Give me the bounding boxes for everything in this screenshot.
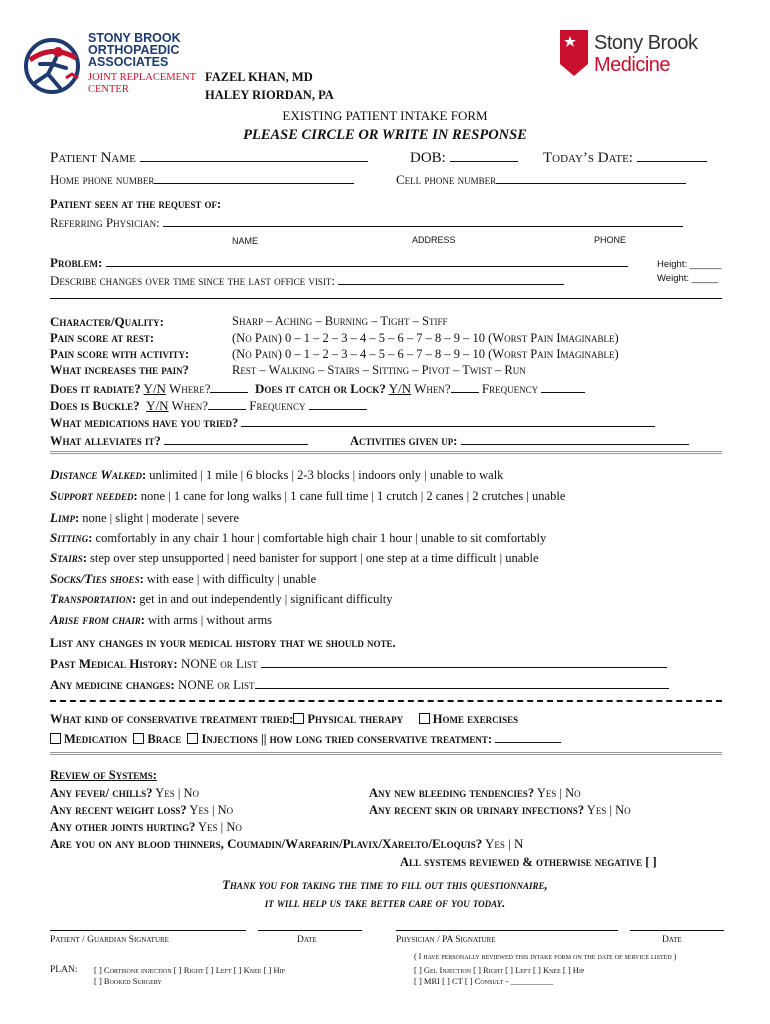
dob-field[interactable]	[450, 148, 518, 162]
function-options[interactable]: none | 1 cane for long walks | 1 cane full time | 1 crutch | 2 canes | 2 crutches | unable	[140, 489, 566, 503]
function-options[interactable]: with ease | with difficulty | unable	[146, 572, 317, 586]
ros-skin-row	[369, 803, 631, 818]
doctor-name: FAZEL KHAN, MD	[205, 70, 313, 84]
height-label: Height: ______	[657, 259, 722, 270]
referring-label: Referring Physician:	[50, 215, 160, 230]
pa-name: HALEY RIORDAN, PA	[205, 88, 334, 102]
ros-bleeding-row	[369, 786, 581, 801]
today-label: Today’s Date:	[543, 150, 633, 166]
function-options[interactable]: get in and out independently | significant difficulty	[139, 592, 393, 606]
increases-label: What increases the pain?	[50, 363, 189, 377]
function-row	[50, 612, 272, 628]
catch-frequency-label: Frequency	[481, 381, 539, 396]
function-colon: :	[88, 531, 96, 545]
medication-label: Medication	[64, 732, 128, 746]
injections-label: Injections	[201, 732, 258, 746]
function-row	[50, 488, 565, 504]
function-colon: :	[139, 572, 147, 586]
medication-checkbox[interactable]	[50, 733, 61, 744]
section-divider	[50, 450, 722, 454]
ros-thinners-options[interactable]: Yes | N	[484, 836, 524, 851]
sboa-logo	[22, 31, 197, 104]
increases-value[interactable]: Rest – Walking – Stairs – Sitting – Pivot – Twist – Run	[232, 363, 526, 377]
thanks-line-1: Thank you for taking the time to fill out this questionnaire,	[222, 878, 548, 892]
radiate-label: Does it radiate?	[50, 381, 141, 396]
function-options[interactable]: with arms | without arms	[148, 613, 273, 627]
function-label: Sitting	[50, 530, 89, 545]
home-exercises-checkbox[interactable]	[419, 713, 430, 724]
character-value[interactable]: Sharp – Aching – Burning – Tight – Stiff	[232, 314, 448, 328]
treatment-row-1	[50, 712, 518, 727]
buckle-when-label: When?	[171, 398, 209, 413]
past-history-row	[50, 656, 667, 672]
weight-label: Weight: _____	[657, 273, 719, 284]
history-changes-label: List any changes in your medical history that we should note.	[50, 636, 396, 650]
physician-signature-label: Physician / PA Signature	[396, 935, 496, 945]
ros-weight-label: Any recent weight loss?	[50, 803, 187, 817]
cell-phone-field[interactable]	[496, 172, 686, 184]
cell-phone-label: Cell phone number	[396, 172, 497, 187]
today-row	[543, 148, 707, 167]
function-colon: :	[133, 489, 141, 503]
runner-emblem-icon	[22, 34, 86, 100]
referring-name-sublabel: NAME	[232, 236, 259, 246]
radiate-row	[50, 381, 585, 397]
logo-line-5: CENTER	[88, 84, 129, 95]
function-row	[50, 550, 539, 566]
medicine-changes-row	[50, 677, 669, 693]
describe-row	[50, 273, 564, 289]
logo-line-1: STONY BROOK	[88, 31, 181, 45]
medicine-changes-field[interactable]	[255, 678, 669, 689]
patient-signature-field[interactable]	[50, 930, 246, 931]
patient-name-field[interactable]	[140, 148, 368, 162]
activities-label: Activities given up:	[350, 434, 458, 448]
buckle-frequency-label: Frequency	[249, 398, 306, 413]
catch-label: Does it catch or Lock?	[254, 381, 386, 396]
function-label: Socks/Ties shoes	[50, 571, 140, 586]
patient-date-label: Date	[297, 935, 317, 945]
logo-line-2: ORTHOPAEDIC	[88, 43, 180, 57]
describe-label: Describe changes over time since the last office visit:	[50, 273, 336, 288]
ros-fever-options[interactable]: Yes | No	[155, 786, 199, 800]
function-colon: :	[140, 613, 149, 627]
alleviates-row	[50, 434, 308, 449]
function-label: Limp	[50, 510, 75, 525]
patient-date-field[interactable]	[258, 930, 362, 931]
catch-when-label: When?	[414, 381, 451, 396]
radiate-where-field[interactable]	[210, 382, 248, 393]
ros-fever-label: Any fever/ chills?	[50, 786, 153, 800]
activity-label: Pain score with activity:	[50, 347, 190, 361]
referring-field[interactable]	[163, 215, 683, 227]
catch-when-field[interactable]	[451, 382, 479, 393]
form-instruction: PLEASE CIRCLE OR WRITE IN RESPONSE	[243, 127, 527, 143]
medicine-changes-value[interactable]: NONE or List	[177, 677, 255, 692]
injections-checkbox[interactable]	[187, 733, 198, 744]
function-label: Arise from chair	[50, 612, 141, 627]
problem-label: Problem:	[50, 255, 103, 270]
ros-fever-row	[50, 786, 199, 801]
ros-joints-options[interactable]: Yes | No	[198, 820, 242, 834]
ros-bleeding-options[interactable]: Yes | No	[536, 786, 581, 800]
history-dashed-line	[50, 700, 722, 702]
treatment-tried-label: What kind of conservative treatment tried:	[50, 712, 294, 726]
character-label: Character/Quality:	[50, 314, 164, 329]
past-history-field[interactable]	[261, 657, 667, 668]
alleviates-label: What alleviates it?	[50, 434, 161, 448]
rest-label: Pain score at rest:	[50, 331, 155, 345]
plan-line-3[interactable]: [ ] Gel Injection [ ] Right [ ] Left [ ] Knee [ ] Hip	[414, 965, 585, 975]
ros-joints-row	[50, 820, 242, 835]
thanks-line-2: it will help us take better care of you today.	[264, 896, 506, 910]
function-row	[50, 467, 503, 483]
describe-field[interactable]	[338, 273, 564, 285]
dob-label: DOB:	[410, 150, 446, 166]
physical-therapy-label: Physical therapy	[307, 712, 404, 726]
physician-date-field[interactable]	[630, 930, 724, 931]
buckle-row	[50, 398, 367, 414]
reviewed-note: ( I have personally reviewed this intake form on the date of service listed )	[414, 952, 677, 961]
past-history-value[interactable]: NONE or List	[180, 656, 258, 671]
function-options[interactable]: step over step unsupported | need banister for support | one step at a time difficult | unable	[90, 551, 539, 565]
plan-line-1[interactable]: [ ] Cortisone injection [ ] Right [ ] Left [ ] Knee [ ] Hip	[94, 965, 285, 975]
treatment-row-2	[50, 732, 561, 747]
function-colon: :	[142, 468, 150, 482]
physical-therapy-checkbox[interactable]	[293, 713, 304, 724]
seen-at-request-label: Patient seen at the request of:	[50, 197, 222, 211]
function-row	[50, 530, 546, 546]
activity-scale[interactable]: (No Pain) 0 – 1 – 2 – 3 – 4 – 5 – 6 – 7 – 8 – 9 – 10 (Worst Pain Imaginable)	[232, 347, 619, 361]
ros-skin-label: Any recent skin or urinary infections?	[369, 803, 585, 817]
problem-row	[50, 255, 628, 271]
function-colon: :	[82, 551, 91, 565]
ros-reviewed[interactable]: All systems reviewed & otherwise negative [ ]	[400, 855, 657, 869]
ros-title: Review of Systems:	[50, 768, 157, 782]
patient-name-label: Patient Name	[50, 150, 136, 166]
radiate-yn[interactable]: Y/N	[143, 381, 166, 396]
function-options[interactable]: comfortably in any chair 1 hour | comfortable high chair 1 hour | unable to sit comfortably	[95, 531, 547, 545]
ros-skin-options[interactable]: Yes | No	[586, 803, 631, 817]
function-label: Transportation	[50, 591, 132, 606]
ros-weight-row	[50, 803, 233, 818]
section-divider-2	[50, 751, 722, 755]
past-history-label: Past Medical History:	[50, 656, 178, 671]
ros-thinners-label: Are you on any blood thinners, Coumadin/Warfarin/Plavix/Xarelto/Eloquis?	[50, 836, 483, 851]
dob-row	[410, 148, 518, 167]
referring-address-sublabel: ADDRESS	[412, 235, 456, 245]
function-label: Distance Walked	[50, 467, 142, 482]
describe-extra-line[interactable]	[50, 298, 722, 299]
meds-field[interactable]	[241, 416, 655, 427]
plan-line-2[interactable]: [ ] Booked Surgery	[94, 976, 162, 986]
meds-label: What medications have you tried?	[50, 416, 239, 430]
function-row	[50, 510, 239, 526]
ros-joints-label: Any other joints hurting?	[50, 820, 196, 834]
home-phone-field[interactable]	[154, 172, 354, 184]
activities-field[interactable]	[461, 434, 689, 445]
shield-icon	[560, 30, 588, 76]
physician-signature-field[interactable]	[396, 930, 618, 931]
home-phone-row	[50, 172, 354, 188]
cell-phone-row	[396, 172, 686, 188]
medicine-logo-line-2: Medicine	[594, 54, 671, 76]
medicine-logo-line-1: Stony Brook	[594, 32, 698, 54]
referring-row	[50, 215, 683, 231]
function-row	[50, 571, 316, 587]
function-label: Stairs	[50, 550, 83, 565]
radiate-where-label: Where?	[168, 381, 211, 396]
how-long-label: || how long tried conservative treatment:	[261, 732, 493, 746]
patient-name-row	[50, 148, 368, 167]
buckle-when-field[interactable]	[208, 399, 246, 410]
meds-row	[50, 416, 655, 431]
function-label: Support needed	[50, 488, 134, 503]
ros-thinners-row	[50, 836, 523, 852]
rest-scale[interactable]: (No Pain) 0 – 1 – 2 – 3 – 4 – 5 – 6 – 7 – 8 – 9 – 10 (Worst Pain Imaginable)	[232, 331, 619, 345]
function-options[interactable]: none | slight | moderate | severe	[82, 511, 240, 525]
plan-line-4[interactable]: [ ] MRI [ ] CT [ ] Consult - __________	[414, 976, 554, 986]
function-options[interactable]: unlimited | 1 mile | 6 blocks | 2-3 blocks | indoors only | unable to walk	[149, 468, 504, 482]
physician-date-label: Date	[662, 935, 682, 945]
ros-weight-options[interactable]: Yes | No	[189, 803, 234, 817]
buckle-yn[interactable]: Y/N	[146, 398, 169, 413]
home-phone-label: Home phone number	[50, 172, 155, 187]
brace-checkbox[interactable]	[133, 733, 144, 744]
alleviates-field[interactable]	[164, 434, 308, 445]
logo-line-4: JOINT REPLACEMENT	[88, 72, 197, 83]
today-field[interactable]	[637, 148, 707, 162]
home-exercises-label: Home exercises	[432, 712, 519, 726]
function-colon: :	[74, 511, 83, 525]
form-title: EXISTING PATIENT INTAKE FORM	[282, 108, 488, 123]
brace-label: Brace	[147, 732, 182, 746]
catch-yn[interactable]: Y/N	[388, 381, 412, 396]
how-long-field[interactable]	[495, 732, 561, 743]
problem-field[interactable]	[106, 255, 628, 267]
stony-brook-medicine-logo	[560, 30, 730, 80]
catch-frequency-field[interactable]	[541, 382, 585, 393]
buckle-frequency-field[interactable]	[309, 399, 367, 410]
buckle-label: Does is Buckle?	[50, 398, 140, 413]
referring-phone-sublabel: PHONE	[594, 235, 627, 245]
patient-signature-label: Patient / Guardian Signature	[50, 935, 169, 945]
medicine-changes-label: Any medicine changes:	[50, 677, 175, 692]
function-row	[50, 591, 393, 607]
function-colon: :	[131, 592, 140, 606]
ros-bleeding-label: Any new bleeding tendencies?	[369, 786, 535, 800]
logo-line-3: ASSOCIATES	[88, 55, 169, 69]
activities-row	[350, 434, 689, 449]
plan-label: PLAN:	[50, 965, 78, 975]
